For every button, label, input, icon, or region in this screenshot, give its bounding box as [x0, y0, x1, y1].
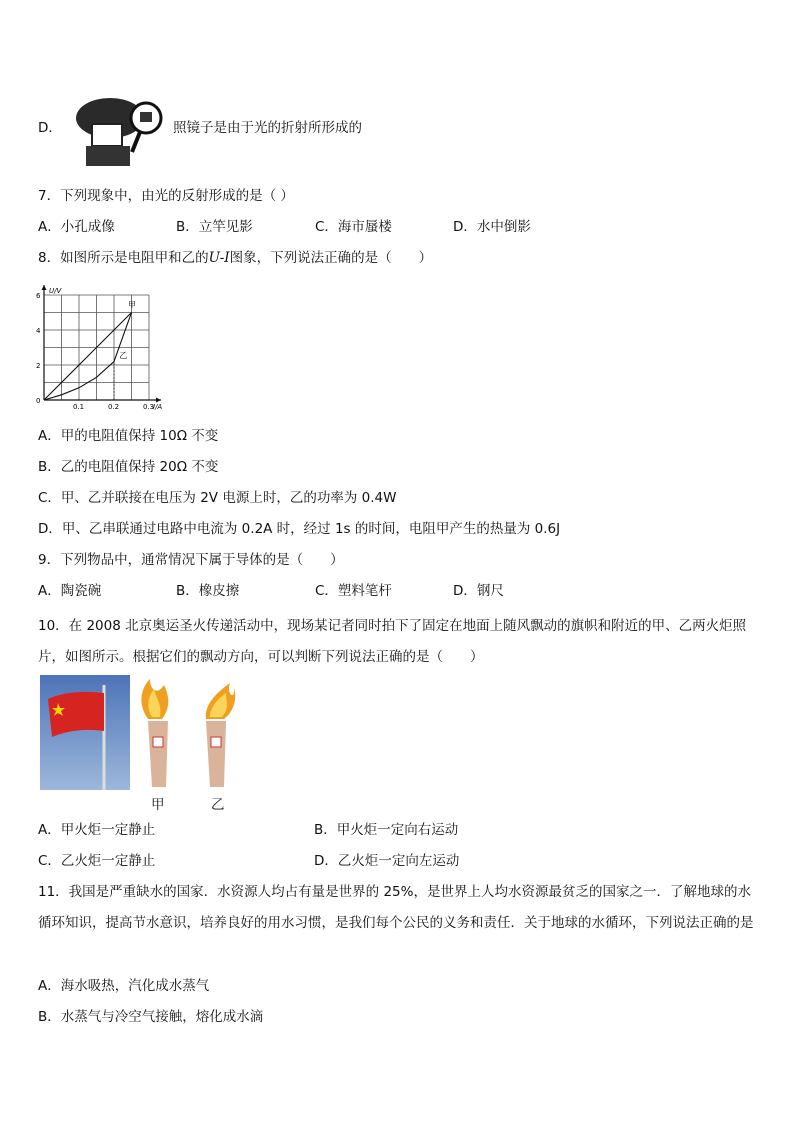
q8-option-a: A．甲的电阻值保持 10Ω 不变 — [38, 428, 219, 444]
y-axis-arrow — [42, 285, 47, 290]
q10-stem: 10．在 2008 北京奥运圣火传递活动中，现场某记者同时拍下了固定在地面上随风飘动的旗帜和附近的甲、乙两火炬照片，如图所示。根据它们的飘动方向，可以判断下列说法正确的是（ ） — [38, 618, 747, 665]
q9-option-a: A．陶瓷碗 — [38, 583, 102, 599]
q11-option-b: B．水蒸气与冷空气接触，熔化成水滴 — [38, 1009, 264, 1025]
q10-option-b: B．甲火炬一定向右运动 — [314, 822, 459, 838]
q10-option-a: A．甲火炬一定静止 — [38, 822, 156, 838]
y-axis-label: U/V — [49, 287, 62, 295]
q7-stem: 7．下列现象中，由光的反射形成的是（ ） — [38, 188, 294, 204]
q6-option-d-text: 照镜子是由于光的折射所形成的 — [173, 120, 362, 136]
x-tick-label: 0.1 — [73, 403, 85, 411]
origin-label: 0 — [36, 397, 41, 405]
q7-option-a: A．小孔成像 — [38, 219, 115, 235]
q7-option-c: C．海市蜃楼 — [315, 219, 392, 235]
q10-option-c: C．乙火炬一定静止 — [38, 853, 156, 869]
y-tick-label: 4 — [36, 327, 41, 335]
q9-stem: 9．下列物品中，通常情况下属于导体的是（ ） — [38, 552, 344, 568]
x-axis-arrow — [156, 398, 161, 403]
q6-option-d-letter: D． — [38, 120, 62, 136]
u-i-chart — [30, 282, 170, 414]
q8-stem-var: U-I — [208, 250, 230, 266]
q8-stem-pre: 8．如图所示是电阻甲和乙的 — [38, 250, 209, 266]
q7-option-b: B．立竿见影 — [176, 219, 253, 235]
y-tick-label: 2 — [36, 362, 41, 370]
q7-option-d: D．水中倒影 — [453, 219, 531, 235]
series-label-jia: 甲 — [128, 300, 136, 310]
q8-option-b: B．乙的电阻值保持 20Ω 不变 — [38, 459, 219, 475]
q9-option-c: C．塑料笔杆 — [315, 583, 392, 599]
q9-option-b: B．橡皮擦 — [176, 583, 240, 599]
torch-jia-image — [136, 675, 180, 787]
q8-stem-post: 图象，下列说法正确的是（ ） — [229, 250, 433, 266]
flag-photo — [40, 675, 130, 790]
q9-option-d: D．钢尺 — [453, 583, 504, 599]
torch-yi-image — [196, 675, 240, 787]
q11-option-a: A．海水吸热，汽化成水蒸气 — [38, 978, 210, 994]
q8-option-c: C．甲、乙并联接在电压为 2V 电源上时，乙的功率为 0.4W — [38, 490, 397, 506]
x-axis-label: I/A — [153, 403, 163, 411]
q11-stem: 11．我国是严重缺水的国家．水资源人均占有量是世界的 25%，是世界上人均水资源最贫乏的国家之一．了解地球的水循环知识，提高节水意识，培养良好的用水习惯，是我们每个公民的义务和责任．关于地球的水循环，下列说法正确的是 — [38, 884, 754, 931]
x-tick-label: 0.2 — [108, 403, 120, 411]
series-label-yi: 乙 — [119, 351, 128, 360]
x-tick-label: 0.3 — [143, 403, 155, 411]
y-tick-label: 6 — [36, 292, 41, 300]
torch-yi-label: 乙 — [211, 797, 225, 813]
q8-option-d: D．甲、乙串联通过电路中电流为 0.2A 时，经过 1s 的时间，电阻甲产生的热量为 0.6J — [38, 521, 561, 537]
q10-option-d: D．乙火炬一定向左运动 — [314, 853, 460, 869]
torch-jia-label: 甲 — [151, 797, 165, 813]
mirror-cartoon-illustration — [72, 94, 168, 166]
q8-stem — [38, 248, 432, 268]
